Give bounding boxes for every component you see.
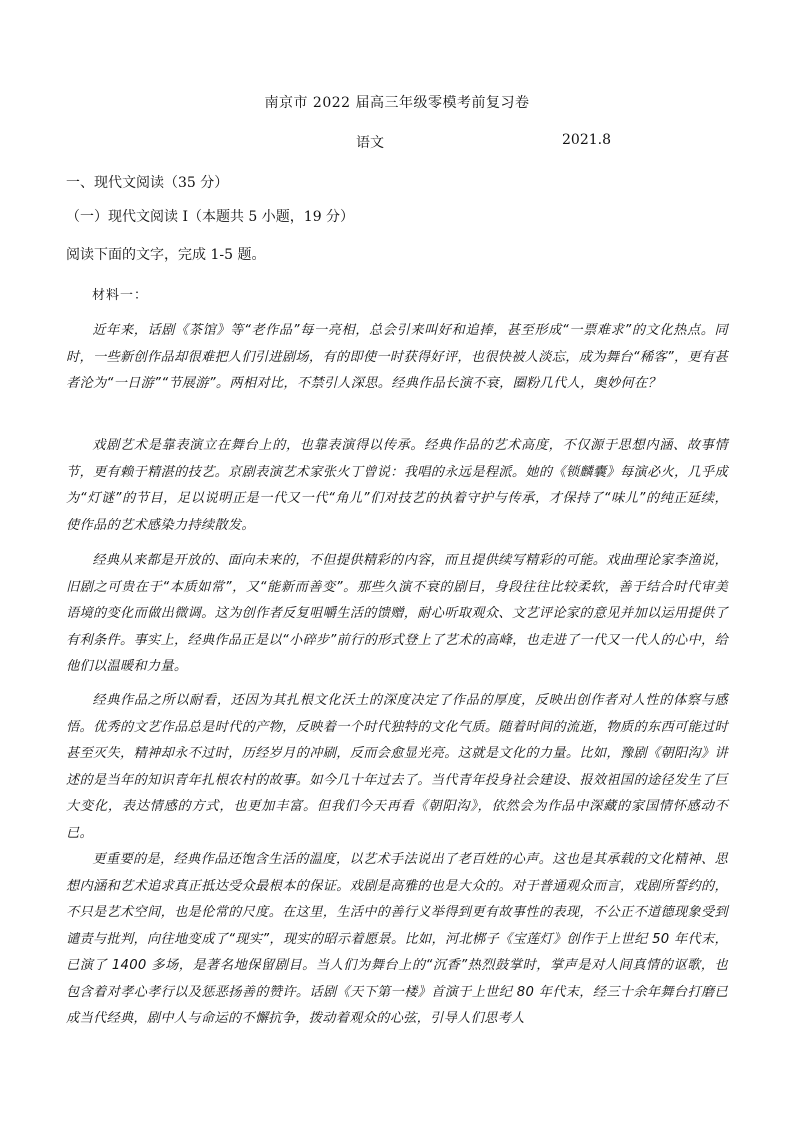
paragraph: 经典从来都是开放的、面向未来的，不但提供精彩的内容，而且提供续写精彩的可能。戏曲理论家李渔说，旧剧之可贵在于“本质如常”，又“能新而善变”。那些久演不衰的剧目，身段往往比较柔软，善于结合时代审美语境的变化而做出微调。这为创作者反复咀嚼生活的馈赠，耐心听取观众、文艺评论家的意见并加以运用提供了有利条件。事实上，经典作品正是以“小碎步”前行的形式登上了艺术的高峰，也走进了一代又一代人的心中，给他们以温暖和力量。 (66, 553, 728, 674)
material-label: 材料一： (92, 288, 149, 303)
paragraph: 近年来，话剧《茶馆》等“老作品”每一亮相，总会引来叫好和追捧，甚至形成“一票难求”的文化热点。同时，一些新创作品却很难把人们引进剧场，有的即使一时获得好评，也很快被人淡忘，成为舞台“稀客”，更有甚者沦为“一日游”“节展游”。两相对比，不禁引人深思。经典作品长演不衰，圈粉几代人，奥妙何在？ (66, 323, 728, 391)
instruction-text: 阅读下面的文字，完成 1-5 题。 (66, 247, 266, 263)
subject-label: 语文 (356, 135, 384, 151)
section-heading: 一、现代文阅读（35 分） (66, 175, 229, 191)
subsection-heading: （一）现代文阅读 I（本题共 5 小题，19 分） (66, 209, 355, 225)
page-title: 南京市 2022 届高三年级零模考前复习卷 (264, 95, 530, 111)
exam-date: 2021.8 (562, 132, 611, 148)
paragraph: 更重要的是，经典作品还饱含生活的温度，以艺术手法说出了老百姓的心声。这也是其承载的文化精神、思想内涵和艺术追求真正抵达受众最根本的保证。戏剧是高雅的也是大众的。对于普通观众而言，戏剧所誓约的，不只是艺术空间，也是伦常的尺度。在这里，生活中的善行义举得到更有故事性的表现，不公正不道德现象受到谴责与批判，向往地变成了“现实”，现实的昭示着愿景。比如，河北梆子《宝莲灯》创作于上世纪 50 年代末，已演了 1400 多场，是著名地保留剧目。当人们为舞台上的“沉香”热烈鼓掌时，掌声是对人间真情的讴歌，也包含着对孝心孝行以及惩恶扬善的赞许。话剧《天下第一楼》首演于上世纪 80 年代末，经三十余年舞台打磨已成当代经典，剧中人与命运的不懈抗争，拨动着观众的心弦，引导人们思考人 (66, 852, 728, 1026)
paragraph: 经典作品之所以耐看，还因为其扎根文化沃土的深度决定了作品的厚度，反映出创作者对人性的体察与感悟。优秀的文艺作品总是时代的产物，反映着一个时代独特的文化气质。随着时间的流逝，物质的东西可能过时甚至灭失，精神却永不过时，历经岁月的冲刷，反而会愈显光亮。这就是文化的力量。比如，豫剧《朝阳沟》讲述的是当年的知识青年扎根农村的故事。如今几十年过去了。当代青年投身社会建设、报效祖国的途径发生了巨大变化，表达情感的方式，也更加丰富。但我们今天再看《朝阳沟》，依然会为作品中深藏的家国情怀感动不已。 (66, 693, 728, 841)
paragraph: 戏剧艺术是靠表演立在舞台上的，也靠表演得以传承。经典作品的艺术高度，不仅源于思想内涵、故事情节，更有赖于精湛的技艺。京剧表演艺术家张火丁曾说：我唱的永远是程派。她的《锁麟囊》每演必火，几乎成为“灯谜”的节目，足以说明正是一代又一代“角儿”们对技艺的执着守护与传承，才保持了“味儿”的纯正延续，使作品的艺术感染力持续散发。 (66, 438, 728, 533)
